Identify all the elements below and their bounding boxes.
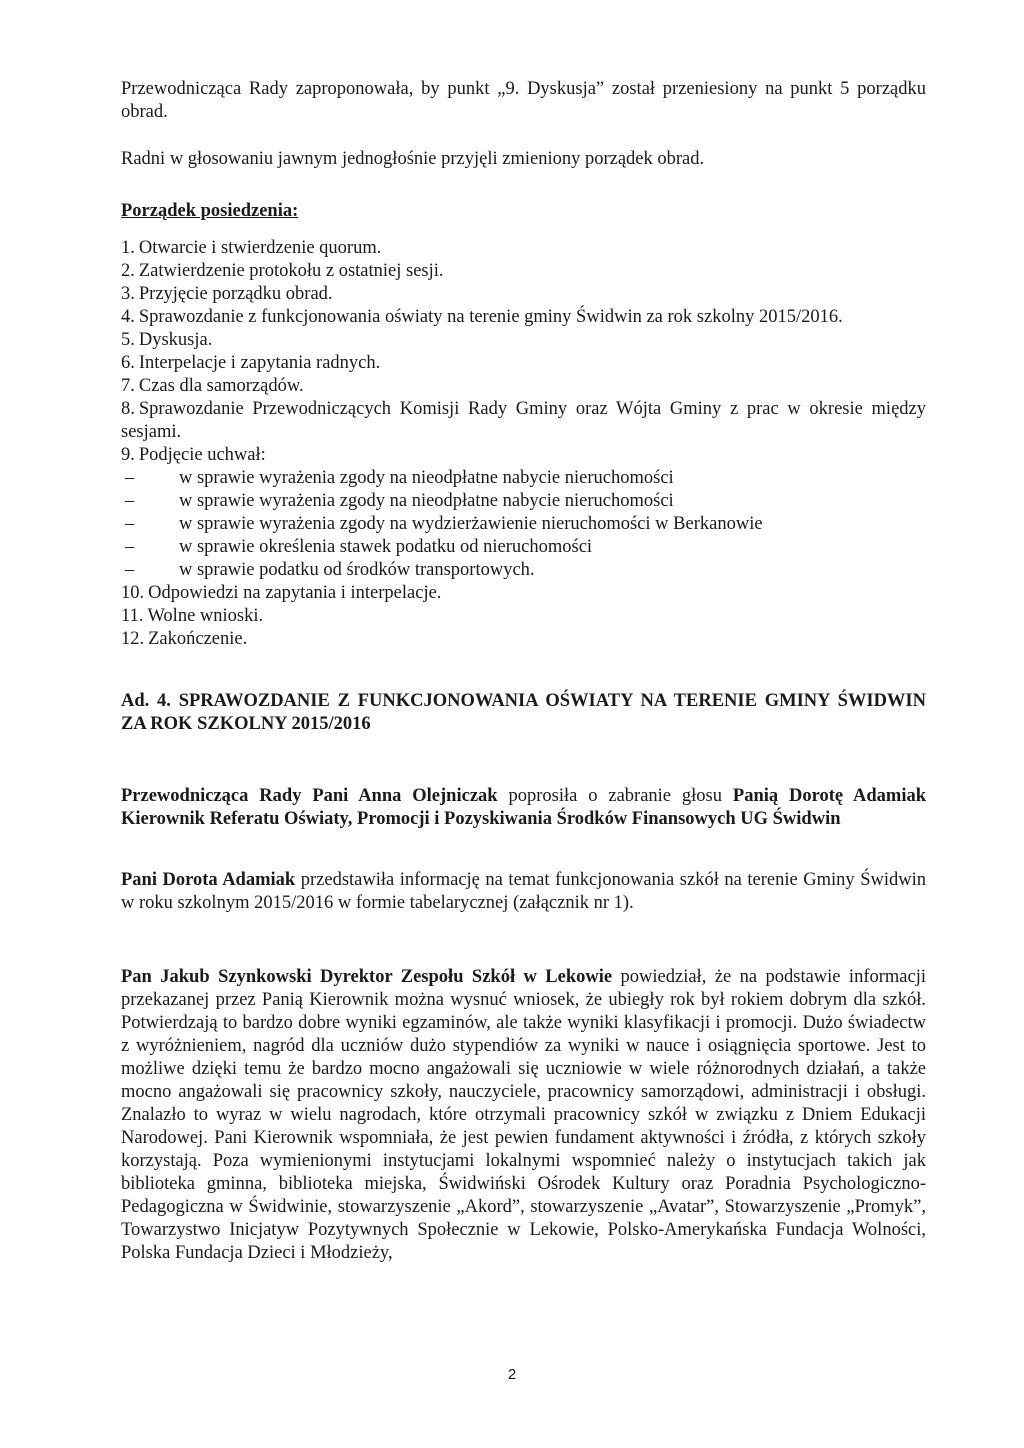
agenda-item-1: 1. Otwarcie i stwierdzenie quorum. [121,238,382,258]
agenda-item-10: 10. Odpowiedzi na zapytania i interpelacje. [121,583,442,603]
agenda-item-6: 6. Interpelacje i zapytania radnych. [121,353,381,373]
resolution-item: – w sprawie wyrażenia zgody na nieodpłatne nabycie nieruchomości [125,491,674,511]
page-number: 2 [507,1366,517,1383]
intro-paragraph-2: Radni w głosowaniu jawnym jednogłośnie przyjęli zmieniony porządek obrad. [121,149,705,169]
resolution-item: – w sprawie wyrażenia zgody na wydzierżawienie nieruchomości w Berkanowie [125,514,763,534]
resolution-item: – w sprawie podatku od środków transportowych. [125,560,535,580]
agenda-item-12: 12. Zakończenie. [121,629,248,649]
paragraph-chairwoman: Przewodnicząca Rady Pani Anna Olejniczak poprosiła o zabranie głosu Panią Dorotę Adamiak Kierownik Referatu Oświaty, Promocji i Pozyskiwania Środków Finansowych UG Świdwin [121,786,927,829]
intro-paragraph-1: Przewodnicząca Rady zaproponowała, by punkt „9. Dyskusja” został przeniesiony na punkt 5 porządku obrad. [121,79,926,122]
resolution-list [121,467,926,582]
agenda-item-4: 4. Sprawozdanie z funkcjonowania oświaty na terenie gminy Świdwin za rok szkolny 2015/2016. [121,307,843,327]
resolution-item: – w sprawie określenia stawek podatku od nieruchomości [125,537,593,557]
agenda-item-11: 11. Wolne wnioski. [121,606,264,626]
paragraph-jakub-szynkowski: Pan Jakub Szynkowski Dyrektor Zespołu Szkół w Lekowie powiedział, że na podstawie informacji przekazanej przez Panią Kierownik można wysnuć wniosek, że ubiegły rok był rokiem dobrym dla szkół. Potwierdzają to bardzo dobre wyniki egzaminów, ale także wyniki klasyfikacji i promocji. Dużo świadectw z wyróżnieniem, nagród dla uczniów dużo stypendiów za wyniki w nauce i osiągnięcia sportowe. Jest to możliwe dzięki temu że bardzo mocno angażowali się uczniowie w wiele różnorodnych działań, a także mocno angażowali się pracownicy szkoły, nauczyciele, pracownicy samorządowi, administracji i obsługi. Znalazło to wyraz w wielu nagrodach, które otrzymali pracownicy szkół w związku z Dniem Edukacji Narodowej. Pani Kierownik wspomniała, że jest pewien fundament aktywności i źródła, z których szkoły korzystają. Poza wymienionymi instytucjami lokalnymi wspomnieć należy o instytucjach takich jak biblioteka gminna, biblioteka miejska, Świdwiński Ośrodek Kultury oraz Poradnia Psychologiczno-Pedagogiczna w Świdwinie, stowarzyszenie „Akord”, stowarzyszenie „Avatar”, Stowarzyszenie „Promyk”, Towarzystwo Inicjatyw Pozytywnych Społecznie w Lekowie, Polsko-Amerykańska Fundacja Wolności, Polska Fundacja Dzieci i Młodzieży, [121,967,926,1263]
resolution-item: – w sprawie wyrażenia zgody na nieodpłatne nabycie nieruchomości [125,468,674,488]
agenda-item-2: 2. Zatwierdzenie protokołu z ostatniej sesji. [121,261,444,281]
agenda-item-7: 7. Czas dla samorządów. [121,376,304,396]
agenda-list [121,237,926,651]
paragraph-dorota-adamiak: Pani Dorota Adamiak przedstawiła informację na temat funkcjonowania szkół na terenie Gminy Świdwin w roku szkolnym 2015/2016 w formie tabelarycznej (załącznik nr 1). [121,870,926,913]
agenda-item-8: 8. Sprawozdanie Przewodniczących Komisji Rady Gminy oraz Wójta Gminy z prac w okresie między sesjami. [121,399,926,442]
agenda-item-9: 9. Podjęcie uchwał: – w sprawie wyrażenia zgody na nieodpłatne nabycie nieruchomości – w sprawie wyrażenia zgody na nieodpłatne nabycie nieruchomości – w sprawie wyrażenia zgody na wydzierżawienie nieruchomości w Berkanowie – w sprawie określenia stawek podatku od nieruchomości – w sprawie podatku od środków transportowych. [121,444,926,582]
agenda-item-5: 5. Dyskusja. [121,330,213,350]
agenda-title: Porządek posiedzenia: [121,201,299,221]
agenda-item-3: 3. Przyjęcie porządku obrad. [121,284,333,304]
section-heading: Ad. 4. SPRAWOZDANIE Z FUNKCJONOWANIA OŚWIATY NA TERENIE GMINY ŚWIDWIN ZA ROK SZKOLNY 2015/2016 [121,691,926,734]
